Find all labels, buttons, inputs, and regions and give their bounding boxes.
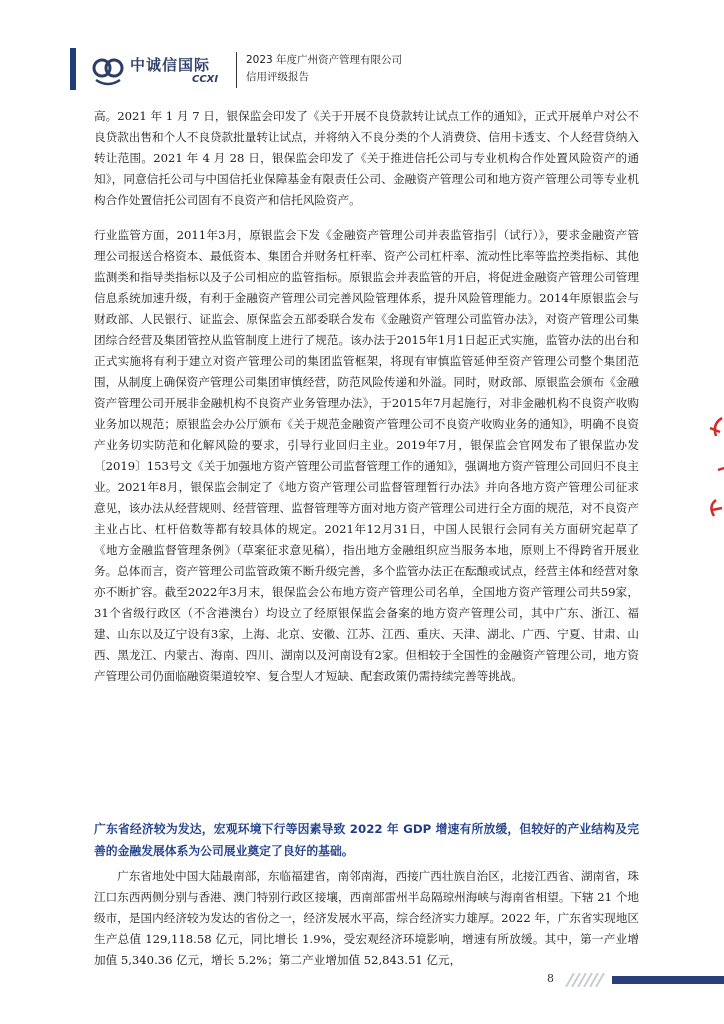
report-title [246,52,402,86]
page-header [0,0,724,110]
body-text [94,106,639,687]
company-logo [88,50,228,90]
paragraph: 广东省地处中国大陆最南部，东临福建省，南邻南海，西接广西壮族自治区，北接江西省、湖南省，珠江口东西两侧分别与香港、澳门特别行政区接壤，西南部雷州半岛隔琼州海峡与海南省相望。下辖 21 个地级市，是国内经济较为发达的省份之一，经济发展水平高，综合经济实力雄厚。2022 年，广东省实现地区生产总值 129,118.58 亿元，同比增长 1.9%，受宏观经济环境影响，增速有所放缓。其中，第一产业增加值 5,340.36 亿元，增长 5.2%；第二产业增加值 52,843.51 亿元， [94,869,639,967]
logo-english-name: CCXI [192,74,219,85]
page-number: 8 [547,972,554,985]
footer-stripes-decoration [562,973,724,987]
seal-stamp [706,410,724,550]
section-body [94,866,639,971]
paragraph: 高。2021 年 1 月 7 日，银保监会印发了《关于开展不良贷款转让试点工作的通知》，正式开展单户对公不良贷款出售和个人不良贷款批量转让试点，并将纳入不良分类的个人消费贷、信用卡透支、个人经营贷纳入转让范围。2021 年 4 月 28 日，银保监会印发了《关于推进信托公司与专业机构合作处置风险资产的通知》，同意信托公司与中国信托业保障基金有限责任公司、金融资产管理公司和地方资产管理公司等专业机构合作处置信托公司固有不良资产和信托风险资产。 [94,109,639,207]
header-divider [236,52,237,88]
logo-mark-icon [88,50,128,90]
report-title-line1: 2023 年度广州资产管理有限公司 [246,54,403,66]
header-accent-bar [70,48,76,90]
paragraph: 行业监管方面，2011年3月，原银监会下发《金融资产管理公司并表监管指引（试行）》，要求金融资产管理公司报送合格资本、最低资本、集团合并财务杠杆率、资产公司杠杆率、流动性比率等监控类指标、其他监测类和指导类指标以及子公司相应的监管指标。原银监会并表监管的开启，将促进金融资产管理公司管理信息系统加速升级，有利于金融资产管理公司完善风险管理体系，提升风险管理能力。2014年原银监会与财政部、人民银行、证监会、原保监会五部委联合发布《金融资产管理公司监管办法》，对资产管理公司集团综合经营及集团管控从监管制度上进行了规范。该办法于2015年1月1日起正式实施，监管办法的出台和正式实施将有利于建立对资产管理公司的集团监管框架，将现有审慎监管延伸至资产管理公司整个集团范围，从制度上确保资产管理公司集团审慎经营，防范风险传递和外溢。同时，财政部、原银监会颁布《金融资产管理公司开展非金融机构不良资产业务管理办法》，于2015年7月起施行，对非金融机构不良资产收购业务加以规范；原银监会办公厅颁布《关于规范金融资产管理公司不良资产收购业务的通知》，明确不良资产业务切实防范和化解风险的要求，引导行业回归主业。2019年7月，银保监会官网发布了银保监办发〔2019〕153号文《关于加强地方资产管理公司监督管理工作的通知》，强调地方资产管理公司回归不良主业。2021年8月，银保监会制定了《地方资产管理公司监督管理暂行办法》并向各地方资产管理公司征求意见，该办法从经营规则、经营管理、监督管理等方面对地方资产管理公司进行全方面的规范，对不良资产主业占比、杠杆倍数等都有较具体的规定。2021年12月31日，中国人民银行会同有关方面研究起草了《地方金融监督管理条例》（草案征求意见稿），指出地方金融组织应当服务本地，原则上不得跨省开展业务。总体而言，资产管理公司监管政策不断升级完善，多个监管办法正在酝酿或试点，经营主体和经营对象亦不断扩容。截至2022年3月末，银保监会公布地方资产管理公司名单，全国地方资产管理公司共59家，31个省级行政区（不含港澳台）均设立了经原银保监会备案的地方资产管理公司，其中广东、浙江、福建、山东以及辽宁设有3家，上海、北京、安徽、江苏、江西、重庆、天津、湖北、广西、宁夏、甘肃、山西、黑龙江、内蒙古、海南、四川、湖南以及河南设有2家。但相较于全国性的金融资产管理公司，地方资产管理公司仍面临融资渠道较窄、复合型人才短缺、配套政策仍需持续完善等挑战。 [94,228,639,683]
seal-stamp-icon [706,410,724,550]
report-title-line2: 信用评级报告 [246,71,309,83]
logo-chinese-name: 中诚信国际 [130,56,211,74]
section-heading: 广东省经济较为发达，宏观环境下行等因素导致 2022 年 GDP 增速有所放缓，但较好的产业结构及完善的金融发展体系为公司展业奠定了良好的基础。 [94,822,639,858]
